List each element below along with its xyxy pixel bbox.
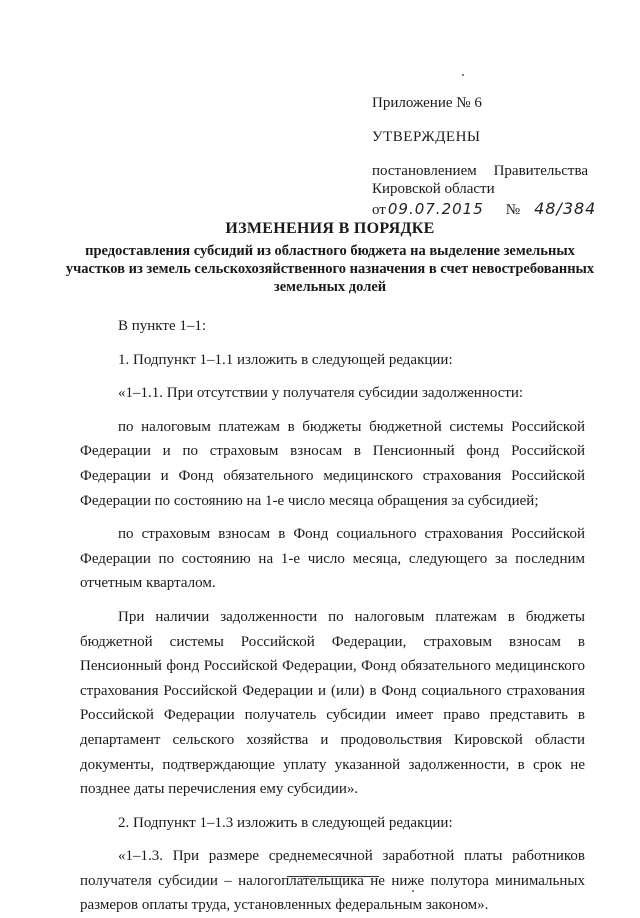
region-name: Кировской области xyxy=(372,181,495,197)
title-subtitle: предоставления субсидий из областного бюджета на выделение земельных участков из земель сельскохозяйственного назначения в счет невостребованных земельных долей xyxy=(65,243,595,295)
handwritten-date: 09.07.2015 xyxy=(387,200,484,218)
paragraph: «1–1.3. При размере среднемесячной заработной платы работников получателя субсидии – налогоплательщика не ниже полутора минимальных размеров оплаты труда, установленных федеральным законом». xyxy=(80,848,585,914)
paragraph: При наличии задолженности по налоговым платежам в бюджеты бюджетной системы Российской Федерации, страховым взносам в Пенсионный фонд Российской Федерации, Фонд обязательного медицинского страхования Российской Федерации и (или) в Фонд социального страхования Российской Федерации получатель субсидии имеет право представить в департамент сельского хозяйства и продовольствия Кировской области документы, подтверждающие уплату указанной задолженности, в срок не позднее даты перечисления ему субсидии». xyxy=(80,608,585,798)
title-main: ИЗМЕНЕНИЯ В ПОРЯДКЕ xyxy=(225,220,435,237)
decree-word: постановлением xyxy=(372,163,477,179)
approved-label: УТВЕРЖДЕНЫ xyxy=(372,129,481,145)
paragraph: 1. Подпункт 1–1.1 изложить в следующей редакции: xyxy=(118,351,453,368)
paragraph: В пункте 1–1: xyxy=(118,318,207,334)
number-sign: № xyxy=(505,202,521,218)
paragraph: 2. Подпункт 1–1.3 изложить в следующей редакции: xyxy=(118,814,453,831)
document-title xyxy=(60,220,600,296)
approval-header xyxy=(372,94,602,219)
handwritten-number: 48/384 xyxy=(534,199,597,218)
document-body xyxy=(80,314,585,918)
scan-speck xyxy=(462,74,464,76)
government-word: Правительства xyxy=(493,163,588,179)
end-divider xyxy=(287,876,379,877)
paragraph: по налоговым платежам в бюджеты бюджетной системы Российской Федерации и по страховым взносам в Пенсионный фонд Российской Федерации и Фонд обязательного медицинского страхования Российской Федерации по состоянию на 1-е число месяца обращения за субсидией; xyxy=(80,418,585,509)
date-number-line xyxy=(372,200,602,219)
paragraph: по страховым взносам в Фонд социального страхования Российской Федерации по состоянию на 1-е число месяца, следующего за последним отчетным кварталом. xyxy=(80,526,585,592)
appendix-label: Приложение № 6 xyxy=(372,95,482,111)
date-prefix: от xyxy=(372,202,386,218)
decree-line xyxy=(372,162,588,180)
paragraph: «1–1.1. При отсутствии у получателя субсидии задолженности: xyxy=(118,385,524,402)
